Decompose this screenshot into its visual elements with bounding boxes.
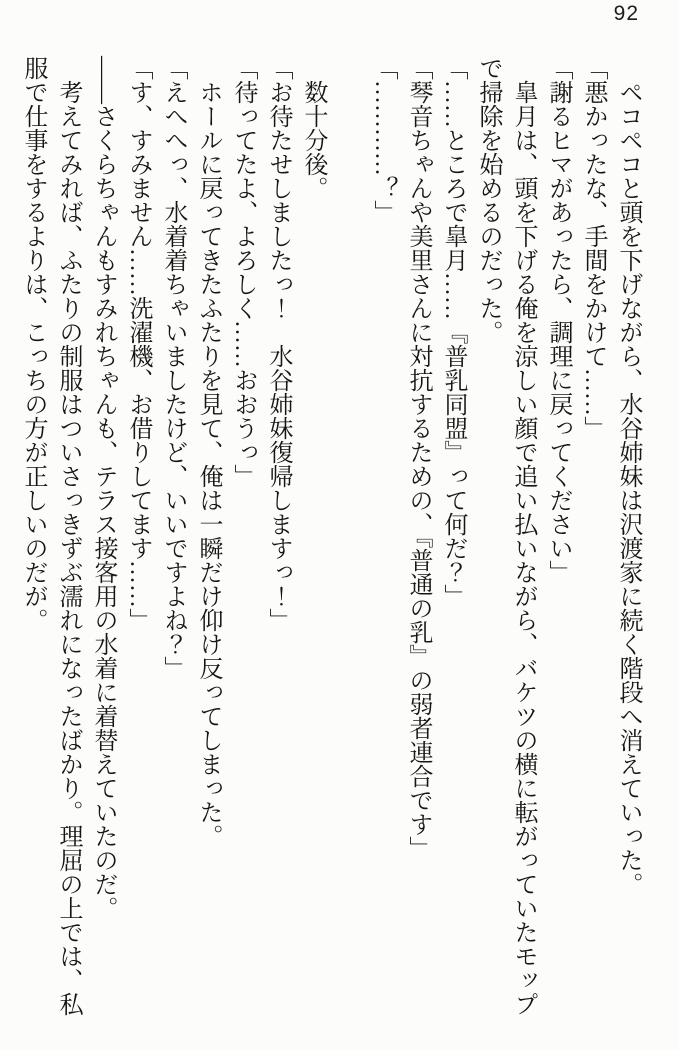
paragraph-line: 「待ってたよ、よろしく……おおうっ」 <box>230 56 256 488</box>
paragraph-line: ペコペコと頭を下げながら、水谷姉妹は沢渡家に続く階段へ消えていった。 <box>615 80 641 896</box>
paragraph-line: 「悪かったな、手間をかけて……」 <box>580 56 606 440</box>
paragraph-line: 「えへへっ、水着着ちゃいましたけど、いいですよね？」 <box>160 56 186 680</box>
paragraph-line: ホールに戻ってきたふたりを見て、俺は一瞬だけ仰け反ってしまった。 <box>195 80 221 848</box>
paragraph-line: 「謝るヒマがあったら、調理に戻ってください」 <box>545 56 571 584</box>
paragraph-line: 「…………？」 <box>370 56 396 224</box>
novel-text-block <box>15 56 645 1021</box>
page-number: 92 <box>613 2 639 25</box>
paragraph-line: 「琴音ちゃんや美里さんに対抗するための、『普通の乳』の弱者連合です」 <box>405 56 431 860</box>
section-break-spacer <box>330 56 365 1021</box>
paragraph-line: 「す、すみません……洗濯機、お借りしてます……」 <box>125 56 151 632</box>
paragraph-line: 皐月は、頭を下げる俺を涼しい顔で追い払いながら、バケツの横に転がっていたモップで掃除を始めるのだった。 <box>475 56 536 1016</box>
paragraph-line: 「……ところで皐月……『普乳同盟』って何だ？」 <box>440 56 466 608</box>
paragraph-line: 数十分後。 <box>300 80 326 200</box>
paragraph-line: ――さくらちゃんもすみれちゃんも、テラス接客用の水着に着替えていたのだ。 <box>90 56 116 920</box>
paragraph-line: 考えてみれば、ふたりの制服はついさっきずぶ濡れになったばかり。理屈の上では、私服で仕事をするよりは、こっちの方が正しいのだが。 <box>20 56 81 1016</box>
paragraph-line: 「お待たせしましたっ！ 水谷姉妹復帰しますっ！」 <box>265 56 291 632</box>
